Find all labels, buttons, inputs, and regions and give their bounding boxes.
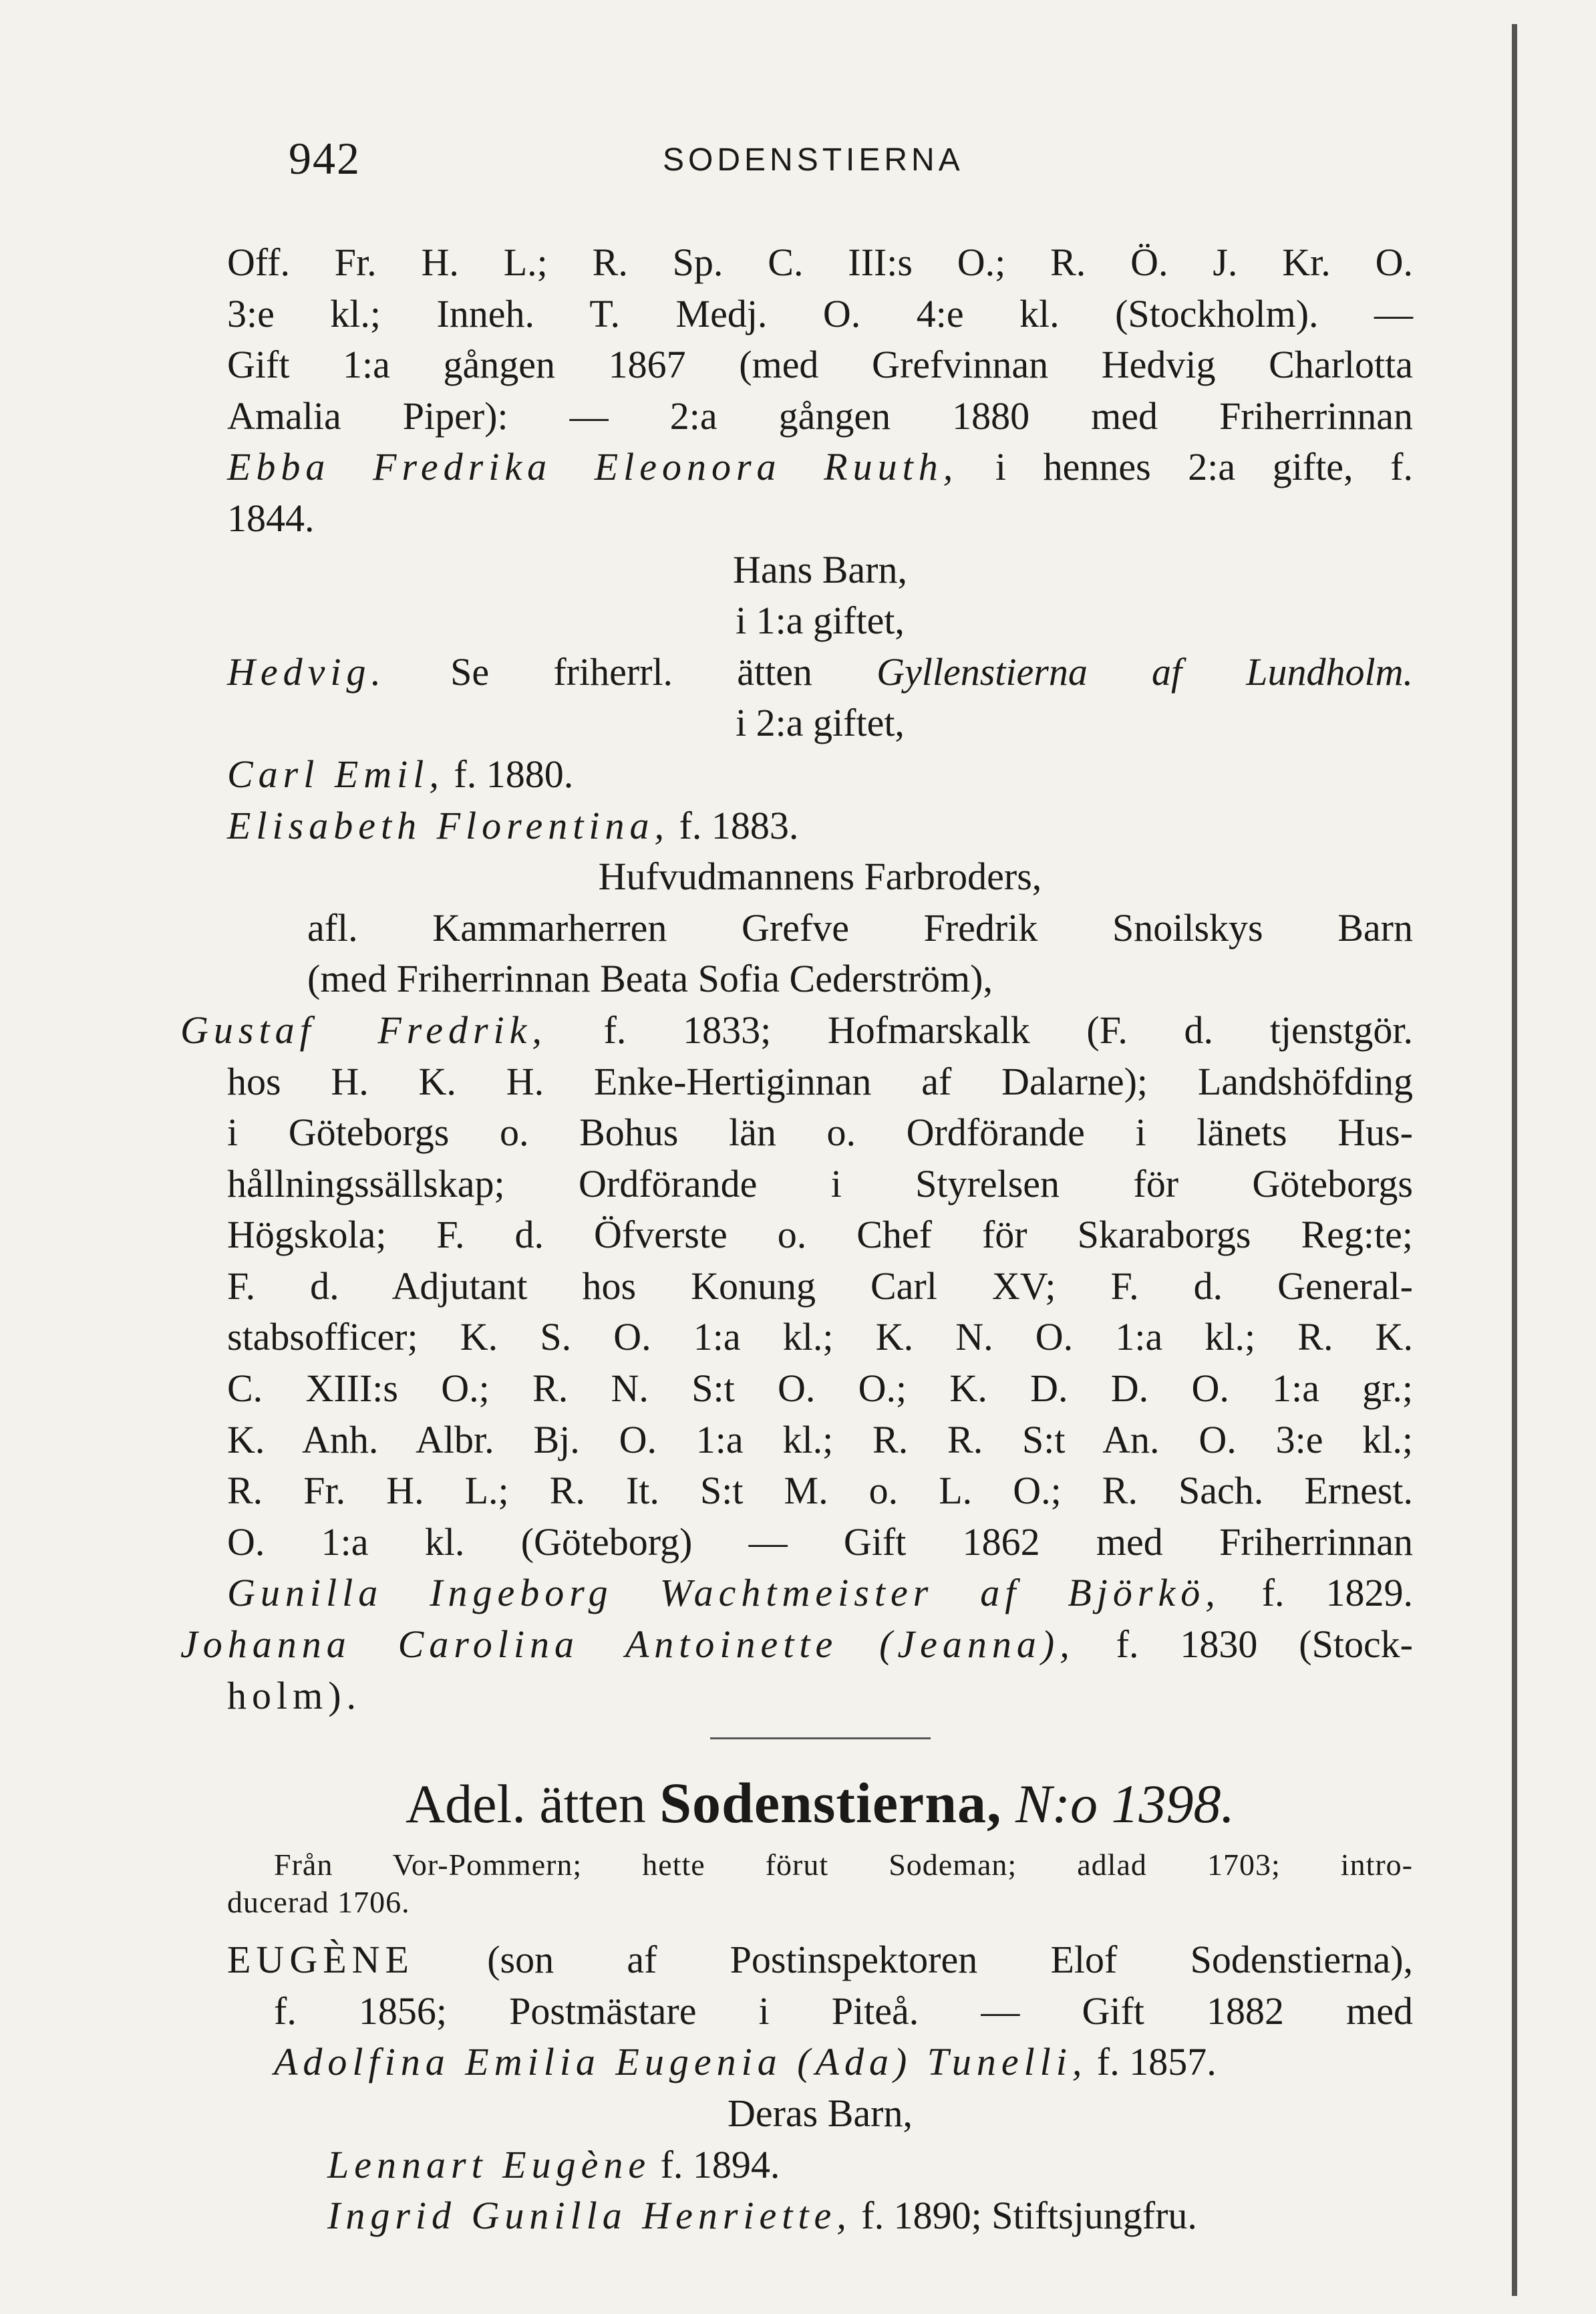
text-line bbox=[227, 749, 1413, 801]
text-line: hållningssällskap; Ordförande i Styrelsen för Göteborgs bbox=[227, 1161, 1413, 1205]
text-line: 3:e kl.; Inneh. T. Medj. O. 4:e kl. (Stockholm). — bbox=[227, 291, 1413, 335]
text-line bbox=[227, 1568, 1413, 1619]
marriage-heading: i 2:a giftet, bbox=[736, 701, 905, 745]
children-heading: Deras Barn, bbox=[727, 2091, 913, 2135]
text-line: C. XIII:s O.; R. N. S:t O. O.; K. D. D. O. 1:a gr.; bbox=[227, 1366, 1413, 1411]
child-born: f. 1830 (Stock- bbox=[1116, 1622, 1414, 1667]
child-note: Se friherrl. ätten bbox=[450, 649, 812, 694]
person-name: Gustaf Fredrik, bbox=[180, 1008, 547, 1052]
text-line bbox=[227, 2190, 1413, 2242]
text-line: (med Friherrinnan Beata Sofia Cederström), bbox=[307, 957, 993, 1001]
text-line: hos H. K. H. Enke-Hertiginnan af Dalarne); Landshöfding bbox=[227, 1059, 1413, 1103]
text-line: f. 1856; Postmästare i Piteå. — Gift 1882 med bbox=[274, 1989, 1413, 2033]
child-name: Hedvig. bbox=[227, 649, 386, 694]
text-line: ducerad 1706. bbox=[227, 1885, 410, 1920]
wife-name: Ebba Fredrika Eleonora Ruuth, bbox=[227, 445, 959, 489]
text-line: stabsofficer; K. S. O. 1:a kl.; K. N. O. 1:a kl.; R. K. bbox=[227, 1315, 1413, 1359]
child-born: f. 1894. bbox=[660, 2142, 780, 2186]
page-body bbox=[180, 237, 1414, 2242]
child-nickname: (Jeanna), bbox=[879, 1622, 1075, 1667]
person-name: EUGÈNE bbox=[227, 1938, 414, 1982]
text-line: afl. Kammarherren Grefve Fredrik Snoilskys Barn bbox=[307, 905, 1413, 950]
text-line bbox=[227, 442, 1413, 493]
text-line bbox=[227, 647, 1413, 698]
text-line: Gift 1:a gången 1867 (med Grefvinnan Hedvig Charlotta bbox=[227, 343, 1413, 387]
person-details: (son af Postinspektoren Elof Sodenstierna), bbox=[487, 1938, 1414, 1982]
child-born: f. 1883. bbox=[679, 803, 799, 847]
text-line: 1844. bbox=[227, 496, 315, 540]
text-line: O. 1:a kl. (Göteborg) — Gift 1862 med Friherrinnan bbox=[227, 1520, 1413, 1564]
uncle-heading: Hufvudmannens Farbroders, bbox=[598, 855, 1042, 899]
page-header bbox=[289, 126, 1262, 186]
page-number: 942 bbox=[289, 133, 361, 184]
family-reference: Gyllenstierna af Lundholm. bbox=[876, 649, 1414, 694]
text-line: K. Anh. Albr. Bj. O. 1:a kl.; R. R. S:t An. O. 3:e kl.; bbox=[227, 1417, 1413, 1461]
text-line bbox=[180, 1619, 1413, 1671]
text-line bbox=[227, 1934, 1413, 1986]
text-line: i Göteborgs o. Bohus län o. Ordförande i länets Hus- bbox=[227, 1111, 1413, 1155]
text-line bbox=[227, 2140, 1413, 2191]
text-line: Off. Fr. H. L.; R. Sp. C. III:s O.; R. Ö. J. Kr. O. bbox=[227, 241, 1413, 284]
wife-note: i hennes 2:a gifte, f. bbox=[995, 445, 1413, 489]
section-heading bbox=[227, 1766, 1413, 1846]
marriage-heading: i 1:a giftet, bbox=[736, 599, 905, 643]
page-edge bbox=[1512, 24, 1517, 2296]
text-line bbox=[227, 801, 1413, 852]
child-name: Ingrid Gunilla Henriette, bbox=[327, 2194, 852, 2238]
wife-born: f. 1857. bbox=[1096, 2040, 1217, 2084]
person-details: f. 1833; Hofmarskalk (F. d. tjenstgör. bbox=[603, 1008, 1413, 1052]
wife-name: Gunilla Ingeborg Wachtmeister af Björkö, bbox=[227, 1571, 1221, 1615]
child-name: Johanna Carolina Antoinette bbox=[180, 1622, 838, 1667]
text-line: F. d. Adjutant hos Konung Carl XV; F. d. General- bbox=[227, 1264, 1413, 1308]
children-heading: Hans Barn, bbox=[733, 547, 907, 591]
text-line: Från Vor-Pommern; hette förut Sodeman; adlad 1703; intro- bbox=[274, 1848, 1413, 1882]
text-line bbox=[180, 1005, 1413, 1056]
text-line: R. Fr. H. L.; R. It. S:t M. o. L. O.; R. Sach. Ernest. bbox=[227, 1469, 1413, 1513]
child-name: Elisabeth Florentina, bbox=[227, 803, 670, 847]
child-details: f. 1890; Stiftsjungfru. bbox=[861, 2194, 1197, 2238]
child-born: f. 1880. bbox=[454, 752, 574, 796]
text-line: holm). bbox=[227, 1673, 362, 1717]
text-line bbox=[227, 2037, 1413, 2088]
wife-born: f. 1829. bbox=[1261, 1571, 1413, 1615]
section-number: N:o 1398. bbox=[1015, 1773, 1235, 1835]
child-name: Lennart Eugène bbox=[327, 2142, 651, 2186]
origin-note bbox=[227, 1846, 1413, 1921]
text-line: Högskola; F. d. Öfverste o. Chef för Skaraborgs Reg:te; bbox=[227, 1213, 1413, 1257]
running-title: SODENSTIERNA bbox=[663, 142, 964, 178]
text-line: Amalia Piper): — 2:a gången 1880 med Friherrinnan bbox=[227, 394, 1413, 438]
divider bbox=[710, 1737, 931, 1739]
child-name: Carl Emil, bbox=[227, 752, 444, 796]
wife-name: Adolfina Emilia Eugenia (Ada) Tunelli, bbox=[274, 2040, 1088, 2084]
section-family-name: Sodenstierna, bbox=[659, 1771, 1002, 1836]
section-prefix: Adel. ätten bbox=[405, 1773, 646, 1835]
